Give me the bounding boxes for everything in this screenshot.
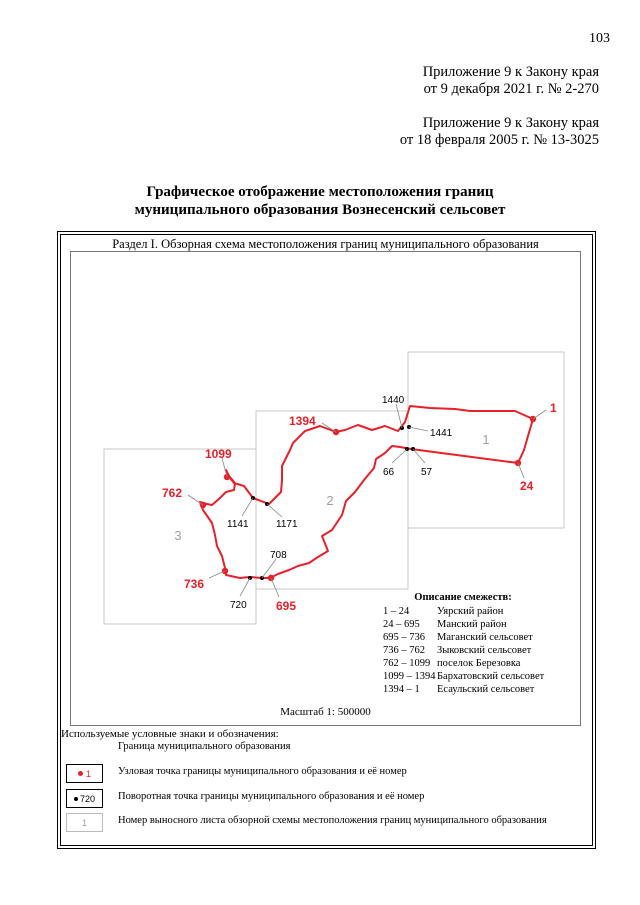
legend-nodal-box (66, 764, 103, 783)
turning-label-66: 66 (383, 467, 395, 478)
adjacency-row (383, 670, 544, 683)
nodal-label-1099: 1099 (205, 447, 232, 461)
legend-turning-box (66, 789, 103, 808)
legend-nodal-dot-icon (78, 771, 83, 776)
adjacency-row (383, 631, 533, 644)
legend-nodal-sample: 1 (85, 768, 91, 779)
legend-turning-text: Поворотная точка границы муниципального образования и её номер (118, 791, 425, 802)
nodal-label-736: 736 (184, 577, 205, 591)
legend-sheet-text: Номер выносного листа обзорной схемы местоположения границ муниципального образования (118, 815, 547, 826)
legend-nodal-text: Узловая точка границы муниципального образования и её номер (118, 766, 407, 777)
adjacency-name: Уярский район (437, 606, 504, 617)
adjacency-name: поселок Березовка (437, 658, 521, 669)
adjacency-row (383, 644, 531, 657)
legend-boundary-text: Граница муниципального образования (118, 741, 291, 752)
nodal-label-695: 695 (276, 599, 297, 613)
sheet-number-1: 1 (482, 432, 490, 447)
turning-label-708: 708 (270, 550, 287, 561)
header-appendix-line: Приложение 9 к Закону края (422, 64, 599, 80)
adjacency-range: 695 – 736 (383, 632, 425, 643)
sheet-number-3: 3 (174, 528, 182, 543)
adjacency-row (383, 605, 503, 618)
adjacency-row (383, 618, 507, 631)
legend-boundary-box (66, 741, 103, 760)
adjacency-name: Бархатовский сельсовет (437, 671, 545, 682)
legend-caption: Используемые условные знаки и обозначения: (61, 728, 279, 740)
turning-label-1171: 1171 (276, 519, 298, 530)
turning-label-1440: 1440 (382, 395, 405, 406)
title-line-2: муниципального образования Вознесенский сельсовет (134, 202, 506, 218)
turning-label-1441: 1441 (430, 428, 453, 439)
header-date-line: от 9 декабря 2021 г. № 2-270 (423, 81, 599, 97)
nodal-label-1: 1 (550, 401, 557, 415)
title-line-1: Графическое отображение местоположения границ (146, 184, 494, 200)
legend-turning-sample: 720 (79, 793, 96, 804)
adjacency-row (383, 683, 534, 696)
map-scale: Масштаб 1: 500000 (280, 706, 371, 718)
header-appendix-line-2: Приложение 9 к Закону края (422, 115, 599, 131)
turning-label-720: 720 (230, 600, 247, 611)
adjacency-title: Описание смежеств: (414, 592, 512, 603)
legend-turning-dot-icon (74, 797, 78, 801)
nodal-label-762: 762 (162, 486, 183, 500)
nodal-label-24: 24 (520, 479, 534, 493)
adjacency-row (383, 657, 520, 670)
adjacency-name: Зыковский сельсовет (437, 645, 532, 656)
header-date-line-2: от 18 февраля 2005 г. № 13-3025 (399, 132, 599, 148)
adjacency-range: 1 – 24 (383, 606, 410, 617)
legend-sheet-box (66, 813, 103, 832)
map-caption: Раздел I. Обзорная схема местоположения границ муниципального образования (112, 237, 539, 251)
turning-label-1141: 1141 (227, 519, 249, 530)
adjacency-range: 736 – 762 (383, 645, 425, 656)
page-number: 103 (589, 31, 610, 46)
adjacency-range: 1394 – 1 (383, 684, 420, 695)
adjacency-name: Манский район (437, 619, 507, 630)
adjacency-name: Есаульский сельсовет (437, 684, 535, 695)
adjacency-name: Маганский сельсовет (437, 632, 533, 643)
adjacency-range: 762 – 1099 (383, 658, 431, 669)
nodal-label-1394: 1394 (289, 414, 316, 428)
sheet-number-2: 2 (326, 493, 334, 508)
legend-sheet-sample: 1 (81, 817, 87, 828)
adjacency-range: 24 – 695 (383, 619, 420, 630)
turning-label-57: 57 (421, 467, 433, 478)
adjacency-range: 1099 – 1394 (383, 671, 436, 682)
